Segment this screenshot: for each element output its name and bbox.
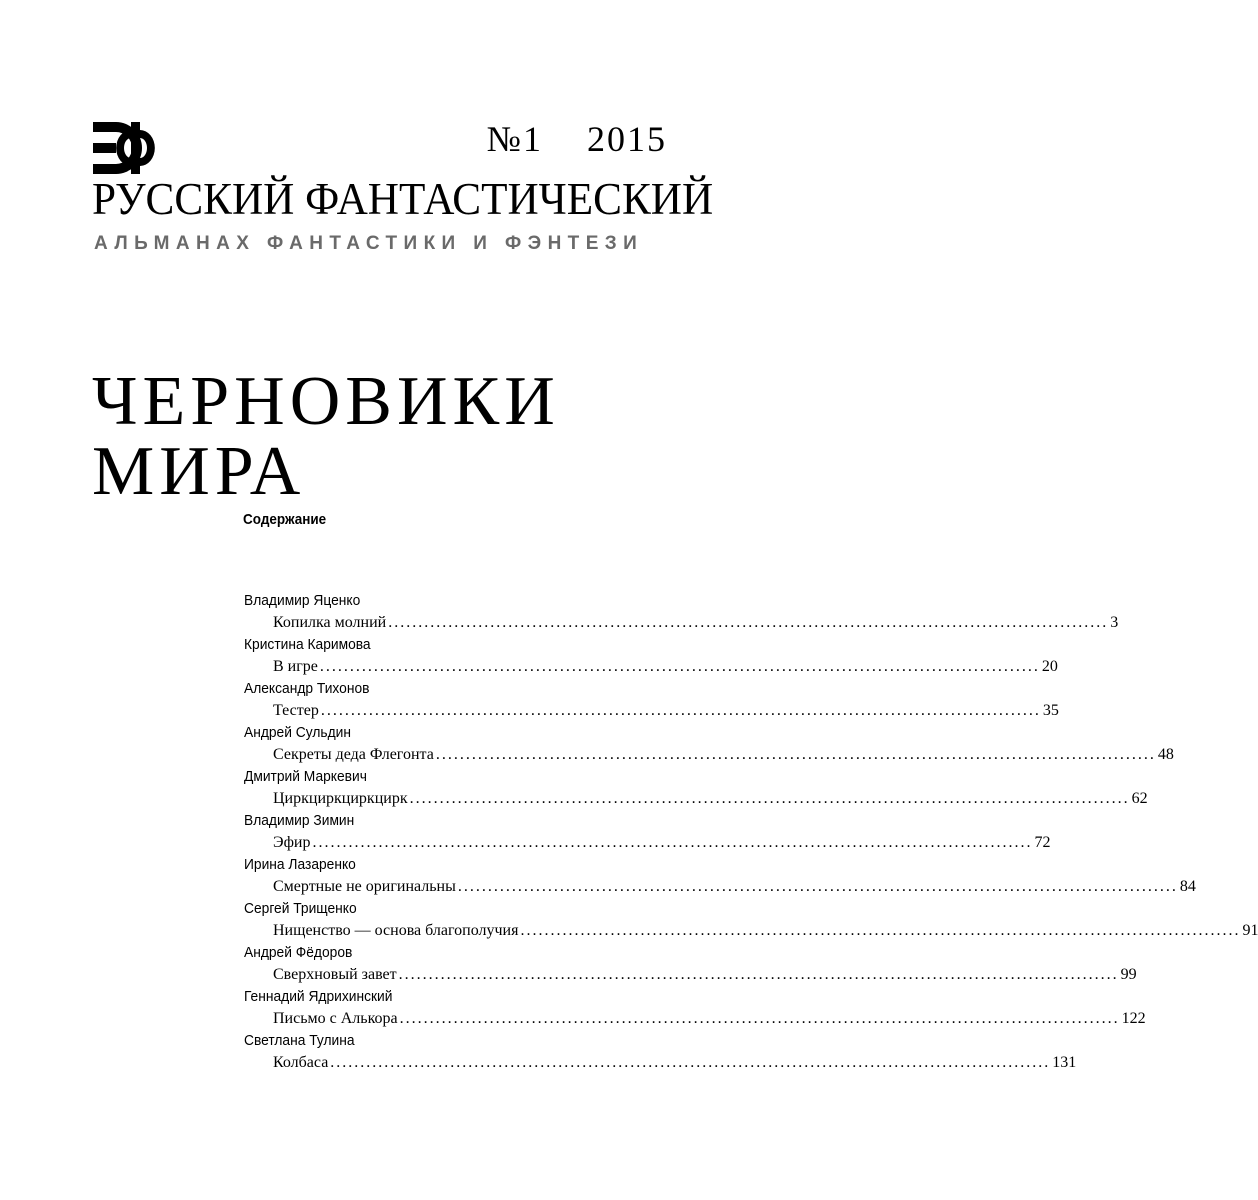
toc-author: Александр Тихонов bbox=[244, 680, 370, 697]
toc-page-number: 72 bbox=[1034, 834, 1051, 851]
toc-work-title: Тестер bbox=[273, 702, 319, 719]
almanac-subtitle: АЛЬМАНАХ ФАНТАСТИКИ И ФЭНТЕЗИ bbox=[94, 233, 644, 254]
toc-work-title: Колбаса bbox=[273, 1054, 329, 1071]
toc-dot-leader: ........................................................................................................................ bbox=[312, 834, 1033, 851]
toc-work-title: В игре bbox=[273, 658, 318, 675]
issue-info bbox=[487, 118, 667, 160]
toc-page-number: 84 bbox=[1179, 878, 1196, 895]
toc-author: Андрей Сульдин bbox=[244, 724, 351, 741]
toc-entry bbox=[244, 590, 1119, 634]
toc-work-row bbox=[273, 832, 1051, 854]
toc-work-title: Эфир bbox=[273, 834, 311, 851]
toc-page-number: 35 bbox=[1042, 702, 1059, 719]
toc-dot-leader: ........................................................................................................................ bbox=[398, 966, 1119, 983]
toc-entry bbox=[244, 986, 1146, 1030]
toc-author: Светлана Тулина bbox=[244, 1032, 355, 1049]
toc-dot-leader: ........................................................................................................................ bbox=[435, 746, 1156, 763]
toc-author: Владимир Зимин bbox=[244, 812, 355, 829]
toc-author: Сергей Трищенко bbox=[244, 900, 357, 917]
toc-work-title: Копилка молний bbox=[273, 614, 387, 631]
toc-work-title: Нищенство — основа благополучия bbox=[273, 922, 519, 939]
toc-page-number: 131 bbox=[1052, 1054, 1077, 1071]
toc-work-row bbox=[273, 788, 1148, 810]
toc-dot-leader: ........................................................................................................................ bbox=[319, 658, 1040, 675]
toc-page-number: 122 bbox=[1121, 1010, 1146, 1027]
table-of-contents bbox=[244, 590, 1258, 1074]
toc-page-number: 20 bbox=[1041, 658, 1058, 675]
book-title bbox=[92, 363, 560, 510]
rf-monogram-logo-icon bbox=[93, 122, 163, 174]
toc-page-number: 99 bbox=[1120, 966, 1137, 983]
toc-entry bbox=[244, 678, 1059, 722]
toc-work-row bbox=[273, 920, 1258, 942]
toc-entry bbox=[244, 810, 1051, 854]
toc-page-number: 3 bbox=[1110, 614, 1119, 631]
almanac-title: РУССКИЙ ФАНТАСТИЧЕСКИЙ bbox=[92, 174, 714, 224]
toc-work-row bbox=[273, 1052, 1077, 1074]
toc-work-row bbox=[273, 656, 1058, 678]
toc-entry bbox=[244, 942, 1137, 986]
toc-page-number: 48 bbox=[1157, 746, 1174, 763]
toc-dot-leader: ........................................................................................................................ bbox=[409, 790, 1130, 807]
toc-dot-leader: ........................................................................................................................ bbox=[320, 702, 1041, 719]
toc-work-row bbox=[273, 700, 1059, 722]
toc-entry bbox=[244, 722, 1174, 766]
toc-dot-leader: ........................................................................................................................ bbox=[520, 922, 1241, 939]
toc-page-number: 62 bbox=[1131, 790, 1148, 807]
toc-work-row bbox=[273, 964, 1137, 986]
toc-author: Дмитрий Маркевич bbox=[244, 768, 367, 785]
toc-work-title: Циркциркциркцирк bbox=[273, 790, 408, 807]
toc-work-title: Секреты деда Флегонта bbox=[273, 746, 434, 763]
toc-author: Владимир Яценко bbox=[244, 592, 361, 609]
toc-author: Андрей Фёдоров bbox=[244, 944, 353, 961]
toc-work-row bbox=[273, 876, 1196, 898]
toc-work-row bbox=[273, 612, 1119, 634]
book-title-line-1: ЧЕРНОВИКИ bbox=[92, 363, 560, 440]
toc-entry bbox=[244, 766, 1148, 810]
toc-work-title: Смертные не оригинальны bbox=[273, 878, 456, 895]
toc-work-row bbox=[273, 744, 1174, 766]
toc-entry bbox=[244, 1030, 1077, 1074]
issue-year: 2015 bbox=[587, 119, 667, 159]
toc-work-title: Сверхновый завет bbox=[273, 966, 397, 983]
toc-author: Геннадий Ядрихинский bbox=[244, 988, 393, 1005]
toc-work-title: Письмо с Алькора bbox=[273, 1010, 398, 1027]
toc-author: Ирина Лазаренко bbox=[244, 856, 356, 873]
toc-author: Кристина Каримова bbox=[244, 636, 371, 653]
toc-entry bbox=[244, 634, 1058, 678]
toc-dot-leader: ........................................................................................................................ bbox=[388, 614, 1109, 631]
issue-number: №1 bbox=[486, 119, 543, 159]
toc-dot-leader: ........................................................................................................................ bbox=[330, 1054, 1051, 1071]
toc-page-number: 91 bbox=[1242, 922, 1258, 939]
book-title-line-2: МИРА bbox=[92, 433, 306, 510]
contents-heading: Содержание bbox=[243, 511, 327, 528]
toc-dot-leader: ........................................................................................................................ bbox=[399, 1010, 1120, 1027]
toc-entry bbox=[244, 854, 1196, 898]
toc-entry bbox=[244, 898, 1258, 942]
toc-work-row bbox=[273, 1008, 1146, 1030]
toc-dot-leader: ........................................................................................................................ bbox=[457, 878, 1178, 895]
